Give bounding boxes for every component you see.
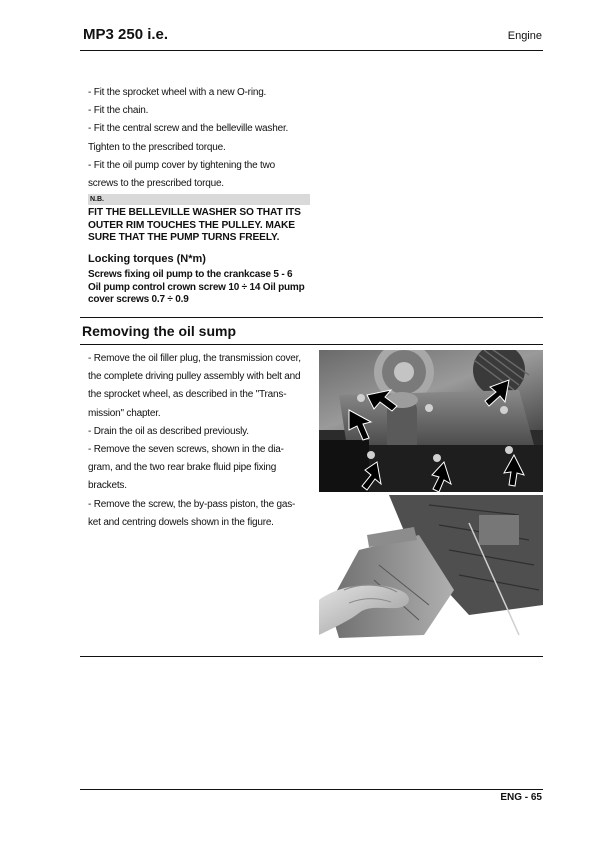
section-rule-bottom — [80, 344, 543, 345]
note-warning — [88, 207, 313, 245]
section-title: Removing the oil sump — [82, 323, 237, 339]
intro-line: - Fit the sprocket wheel with a new O-ring. — [88, 87, 267, 98]
oil-sump-photo — [319, 350, 543, 492]
note-line: OUTER RIM TOUCHES THE PULLEY. MAKE — [88, 219, 295, 231]
step-line: - Remove the oil filler plug, the transmission cover, — [88, 353, 301, 364]
note-line: SURE THAT THE PUMP TURNS FREELY. — [88, 232, 280, 243]
intro-line: - Fit the chain. — [88, 105, 149, 117]
step-line: mission" chapter. — [88, 407, 161, 419]
intro-instructions — [88, 84, 310, 193]
intro-line: Tighten to the prescribed torque. — [88, 141, 226, 153]
oil-sump-removal-photo — [319, 495, 543, 638]
page-number: ENG - 65 — [500, 792, 542, 803]
step-line: - Remove the screw, the by-pass piston, the gas- — [88, 498, 296, 510]
page-header-title: MP3 250 i.e. — [83, 26, 169, 43]
locking-torques-title: Locking torques (N*m) — [88, 253, 206, 265]
step-line: - Drain the oil as described previously. — [88, 425, 249, 437]
intro-line: - Fit the central screw and the belleville washer. — [88, 123, 289, 135]
section-instructions — [88, 350, 314, 532]
torque-line: Oil pump control crown screw 10 ÷ 14 Oil pump — [88, 281, 305, 293]
note-line: FIT THE BELLEVILLE WASHER SO THAT ITS — [88, 207, 301, 218]
section-rule-top — [80, 317, 543, 318]
section-end-rule — [80, 656, 543, 657]
note-label: N.B. — [88, 194, 310, 205]
step-line: brackets. — [88, 480, 127, 492]
intro-line: screws to the prescribed torque. — [88, 178, 224, 190]
torque-line: Screws fixing oil pump to the crankcase 5 - 6 — [88, 269, 293, 280]
locking-torques-body — [88, 269, 313, 307]
torque-line: cover screws 0.7 ÷ 0.9 — [88, 294, 189, 305]
intro-line: - Fit the oil pump cover by tightening the two — [88, 159, 276, 171]
step-line: gram, and the two rear brake fluid pipe fixing — [88, 462, 277, 474]
step-line: the sprocket wheel, as described in the "Trans- — [88, 389, 287, 401]
step-line: - Remove the seven screws, shown in the dia- — [88, 444, 284, 456]
page-header-section: Engine — [507, 30, 542, 42]
step-line: ket and centring dowels shown in the figure. — [88, 516, 274, 528]
step-line: the complete driving pulley assembly with belt and — [88, 371, 301, 383]
footer-rule — [80, 789, 543, 790]
header-rule — [80, 50, 543, 51]
